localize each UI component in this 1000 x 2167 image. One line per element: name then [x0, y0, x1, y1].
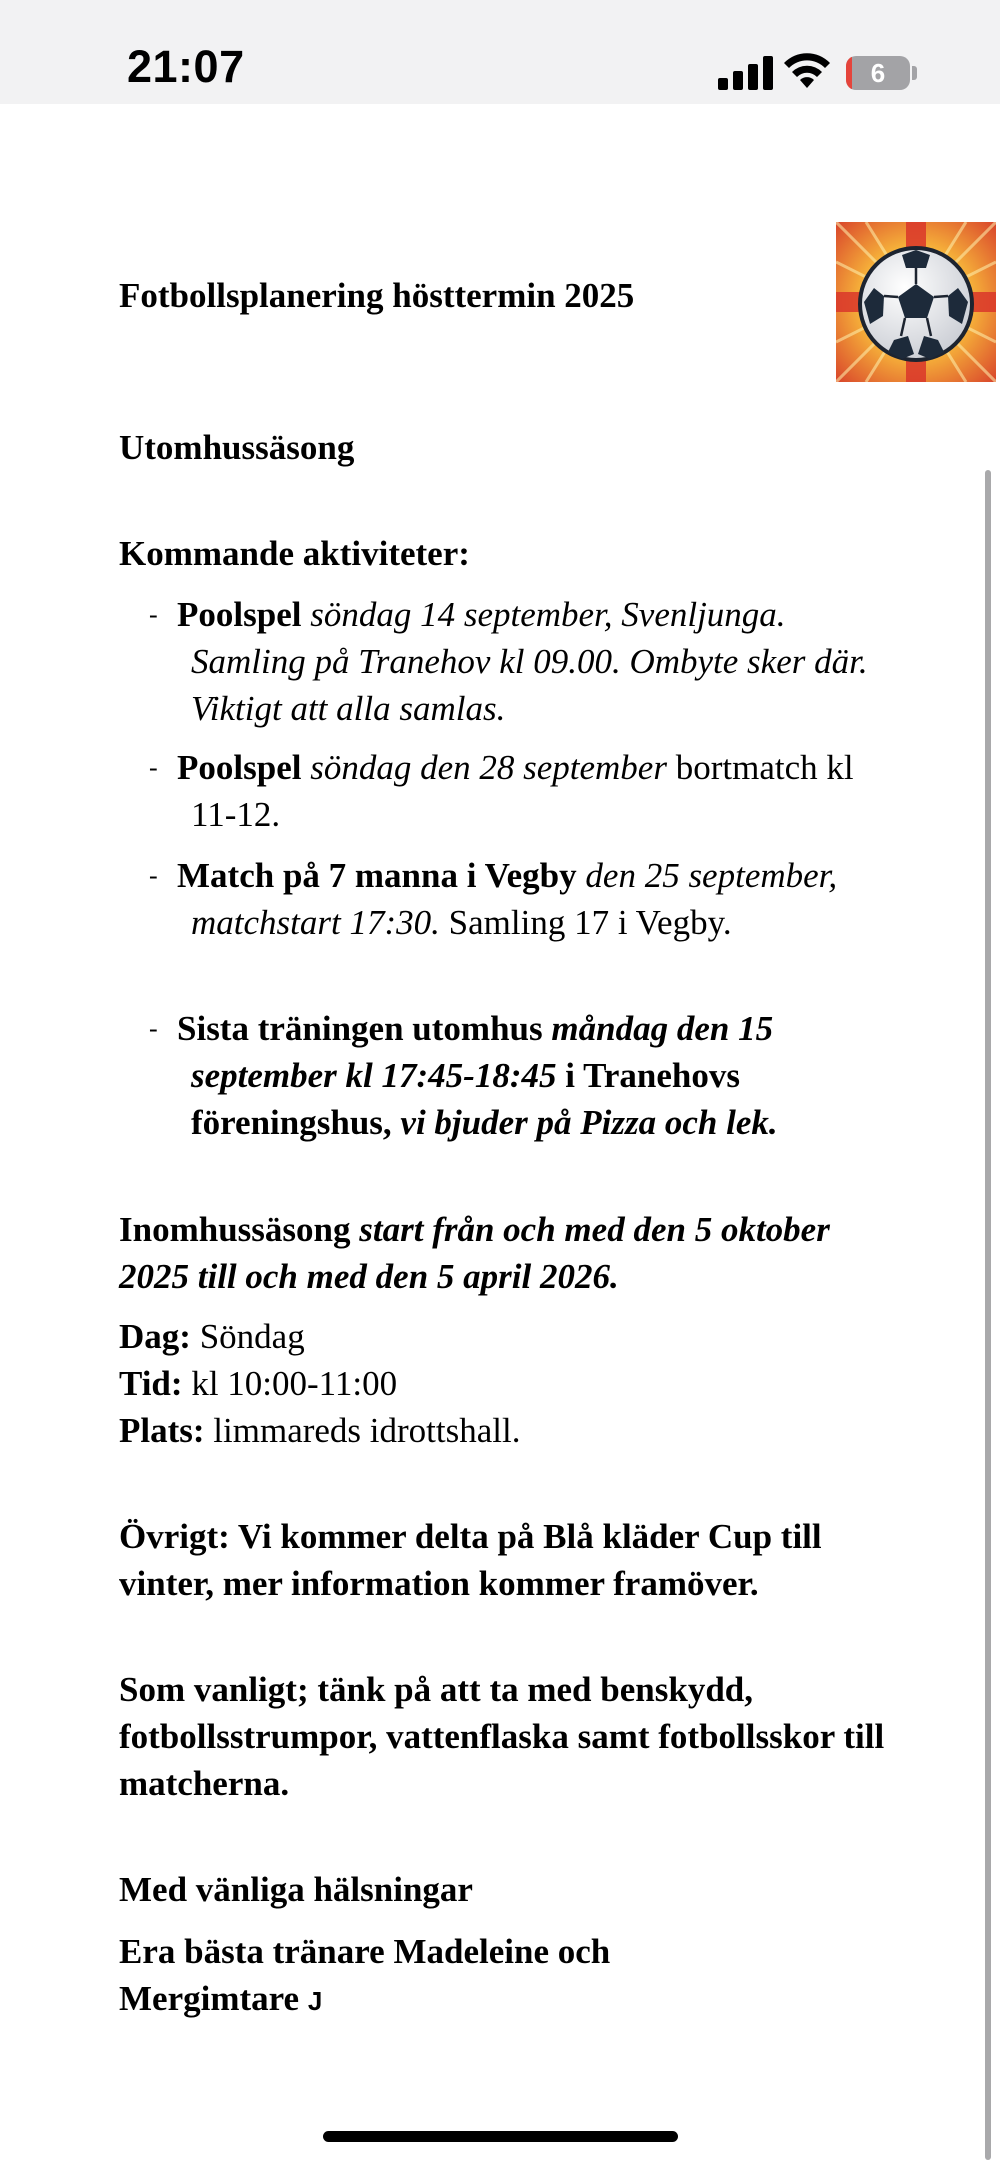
signature [119, 1928, 719, 2025]
wifi-icon [783, 50, 831, 90]
place-label: Plats: [119, 1411, 205, 1450]
home-indicator[interactable] [323, 2131, 678, 2142]
day-label: Dag: [119, 1317, 191, 1356]
indoor-time [119, 1360, 397, 1407]
other-note: Övrigt: Vi kommer delta på Blå kläder Cup till vinter, mer information kommer framöver. [119, 1517, 822, 1603]
upcoming-heading: Kommande aktiviteter: [119, 534, 470, 573]
greeting: Med vänliga hälsningar [119, 1870, 473, 1909]
outdoor-heading: Utomhussäsong [119, 428, 355, 467]
battery-tip [912, 66, 917, 80]
equipment-reminder: Som vanligt; tänk på att ta med benskydd, fotbollsstrumpor, vattenflaska samt fotbollsskor till matcherna. [119, 1670, 885, 1803]
scrollbar[interactable] [985, 470, 991, 2160]
battery-icon [846, 56, 910, 90]
list-dash: - [149, 861, 158, 890]
activity-title: Sista träningen utomhus [177, 1009, 543, 1048]
list-item [149, 591, 899, 732]
status-time: 21:07 [127, 41, 245, 92]
soccer-ball-icon [836, 222, 996, 382]
indoor-heading [119, 1206, 899, 1300]
list-item [149, 852, 899, 946]
activity-details: bortmatch kl 11-12. [191, 748, 854, 834]
list-dash: - [149, 753, 158, 782]
list-dash: - [149, 1014, 158, 1043]
activity-details: söndag 14 september, Svenljunga. Samling på Tranehov kl 09.00. Ombyte sker där. Viktigt att alla samlas. [191, 595, 868, 728]
smiley: J [307, 1986, 323, 2016]
indoor-place [119, 1407, 520, 1454]
cellular-signal-icon [718, 56, 774, 90]
place-value: limmareds idrottshall. [204, 1411, 521, 1450]
activity-title: Poolspel [177, 595, 302, 634]
indoor-day [119, 1313, 305, 1360]
list-dash: - [149, 600, 158, 629]
time-label: Tid: [119, 1364, 183, 1403]
indoor-period: start från och med den 5 oktober 2025 till och med den 5 april 2026. [119, 1210, 830, 1296]
activity-details: vi bjuder på Pizza och lek. [391, 1103, 778, 1142]
list-item [149, 744, 899, 838]
day-value: Söndag [190, 1317, 305, 1356]
activity-title: Match på 7 manna i Vegby [177, 856, 577, 895]
battery-percent: 6 [870, 58, 886, 88]
time-value: kl 10:00-11:00 [182, 1364, 398, 1403]
status-bar [0, 0, 1000, 104]
indoor-title: Inomhussäsong [119, 1210, 351, 1249]
activity-location: i Tranehovs föreningshus, [191, 1056, 740, 1142]
signature-text: Era bästa tränare Madeleine och Mergimtare [119, 1932, 611, 2018]
activity-date: den 25 september, matchstart 17:30. [191, 856, 838, 942]
activity-date: måndag den 15 september kl 17:45-18:45 [191, 1009, 774, 1095]
activity-details: Samling 17 i Vegby. [439, 903, 732, 942]
page-title: Fotbollsplanering hösttermin 2025 [119, 276, 635, 315]
activity-title: Poolspel [177, 748, 302, 787]
list-item [149, 1005, 899, 1146]
activity-date: söndag den 28 september [301, 748, 667, 787]
